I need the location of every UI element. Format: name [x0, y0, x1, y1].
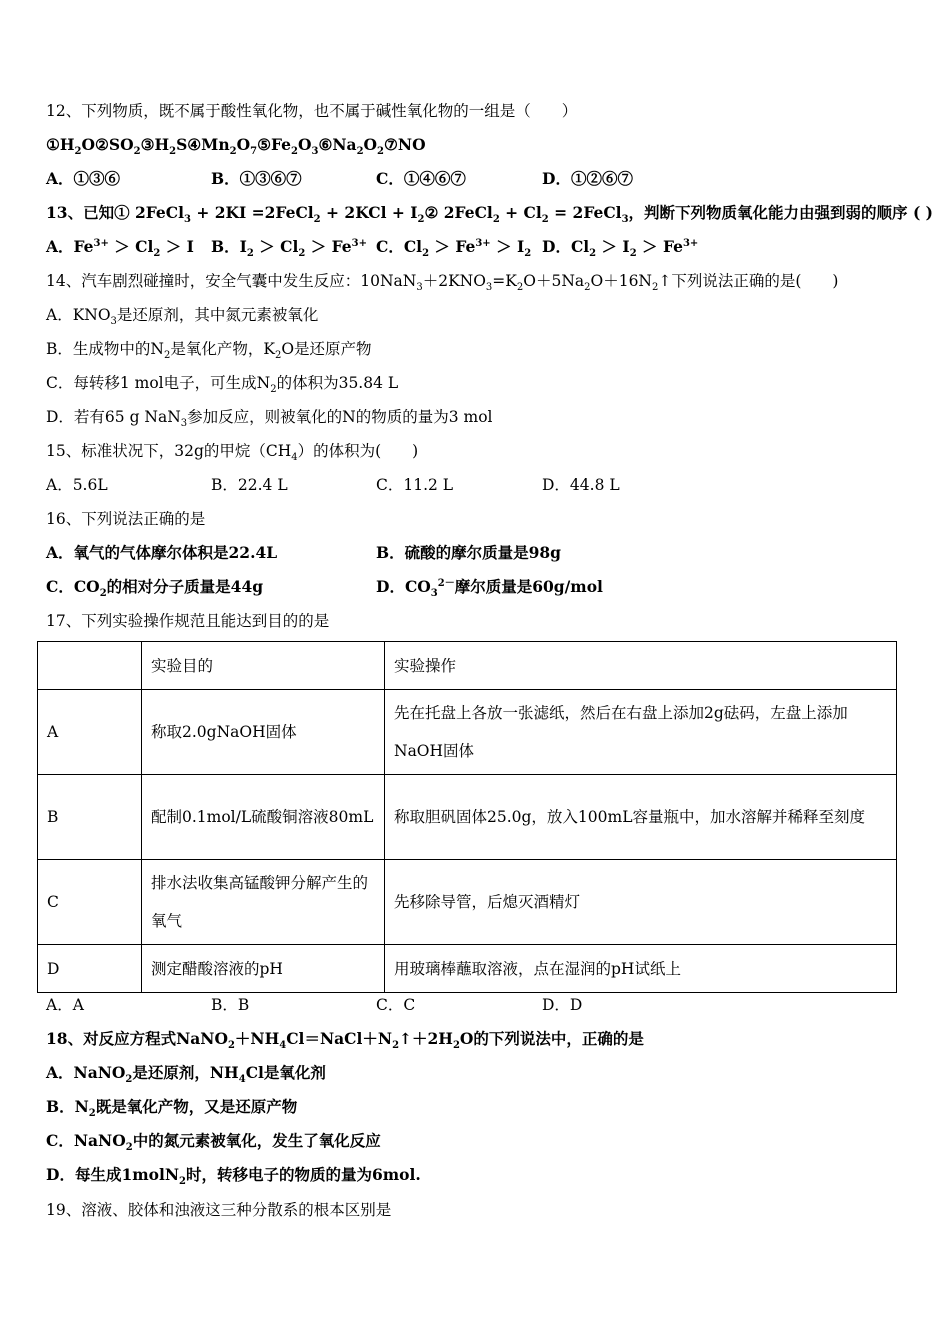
- header-cell-operation: 实验操作: [385, 642, 897, 690]
- q14-stem: 14、汽车剧烈碰撞时，安全气囊中发生反应：$10NaN_3+2KNO_3=K_2O+5Na_2O+16N_2↑$下列说法正确的是( ): [46, 272, 839, 294]
- q12-option-b[interactable]: B．①③⑥⑦: [211, 169, 302, 188]
- q18-option-d[interactable]: D．每生成1molN$_2$时，转移电子的物质的量为6mol.: [46, 1165, 421, 1188]
- q16-option-b[interactable]: B．硫酸的摩尔质量是98g: [376, 543, 562, 562]
- row-purpose: 称取2.0gNaOH固体: [142, 690, 385, 775]
- q15-option-a[interactable]: A．5.6L: [46, 476, 108, 494]
- q17-stem: 17、下列实验操作规范且能达到目的的是: [46, 612, 330, 630]
- q17-option-a[interactable]: A．A: [46, 996, 84, 1014]
- q12-option-c[interactable]: C．①④⑥⑦: [376, 169, 466, 188]
- q16-option-a[interactable]: A．氧气的气体摩尔体积是22.4L: [46, 543, 278, 562]
- q17-option-d[interactable]: D．D: [542, 996, 583, 1014]
- row-purpose: 配制0.1mol/L硫酸铜溶液80mL: [142, 775, 385, 860]
- row-label: A: [38, 690, 142, 775]
- table-row: [38, 860, 897, 945]
- row-purpose: 排水法收集高锰酸钾分解产生的氧气: [142, 860, 385, 945]
- q12-option-a[interactable]: A．①③⑥: [46, 169, 121, 188]
- q15-stem: 15、标准状况下，32g的甲烷$(CH_4)$的体积为( ): [46, 442, 419, 464]
- q18-stem: 18、对反应方程式$NaNO_2+NH_4Cl=NaCl+N_2↑+2H_2O$的下列说法中，正确的是: [46, 1029, 644, 1052]
- header-cell-purpose: 实验目的: [142, 642, 385, 690]
- q12-stem: 12、下列物质，既不属于酸性氧化物，也不属于碱性氧化物的一组是（ ）: [46, 102, 578, 120]
- row-operation: 用玻璃棒蘸取溶液，点在湿润的pH试纸上: [385, 945, 897, 993]
- q14-option-b[interactable]: B．生成物中的$N_2$是氧化产物，$K_2O$是还原产物: [46, 340, 372, 362]
- q15-option-d[interactable]: D．44.8 L: [542, 476, 620, 494]
- row-label: D: [38, 945, 142, 993]
- row-operation: 称取胆矾固体25.0g，放入100mL容量瓶中，加水溶解并稀释至刻度: [385, 775, 897, 860]
- q17-experiment-table: [37, 641, 897, 993]
- q13-option-c[interactable]: C．$Cl_2 > Fe^{3+} > I_2$: [376, 237, 532, 260]
- q19-stem: 19、溶液、胶体和浊液这三种分散系的根本区别是: [46, 1201, 392, 1219]
- table-row: [38, 690, 897, 775]
- q16-stem: 16、下列说法正确的是: [46, 510, 206, 528]
- row-label: B: [38, 775, 142, 860]
- q18-option-c[interactable]: C．NaNO$_2$中的氮元素被氧化，发生了氧化反应: [46, 1131, 381, 1154]
- q15-option-c[interactable]: C．11.2 L: [376, 476, 454, 494]
- row-operation: 先在托盘上各放一张滤纸，然后在右盘上添加2g砝码，左盘上添加NaOH固体: [385, 690, 897, 775]
- row-operation: 先移除导管，后熄灭酒精灯: [385, 860, 897, 945]
- table-header-row: [38, 642, 897, 690]
- table-row: [38, 775, 897, 860]
- q14-option-a[interactable]: A．$KNO_3$是还原剂，其中氮元素被氧化: [46, 306, 319, 328]
- q16-option-c[interactable]: C．$CO_2$的相对分子质量是44g: [46, 577, 264, 600]
- table-row: [38, 945, 897, 993]
- q17-option-c[interactable]: C．C: [376, 996, 416, 1014]
- q14-option-d[interactable]: D．若有65 g NaN$_3$参加反应，则被氧化的N的物质的量为3 mol: [46, 408, 493, 430]
- q13-option-b[interactable]: B．$I_2 > Cl_2 > Fe^{3+}$: [211, 237, 367, 260]
- q15-option-b[interactable]: B．22.4 L: [211, 476, 288, 494]
- row-purpose: 测定醋酸溶液的pH: [142, 945, 385, 993]
- q16-option-d[interactable]: D．$CO_3^{2-}$摩尔质量是60g/mol: [376, 577, 603, 600]
- q14-option-c[interactable]: C．每转移1 mol电子，可生成$N_2$的体积为35.84 L: [46, 374, 399, 396]
- row-label: C: [38, 860, 142, 945]
- q13-stem: 13、已知① 2FeCl$_3$ + 2KI =2FeCl$_2$ + $2KCl + I_2②$ 2FeCl$_2$ + $Cl_2$ = 2FeCl$_3$，判断下列物质氧化能力由强到弱的顺序 ( ): [46, 203, 934, 226]
- q17-option-b[interactable]: B．B: [211, 996, 250, 1014]
- q12-substance-list: $①H_2O②SO_2③H_2S④Mn_2O_7⑤Fe_2O_3⑥Na_2O_2⑦NO$: [46, 135, 426, 158]
- q12-option-d[interactable]: D．①②⑥⑦: [542, 169, 633, 188]
- header-cell-blank: [38, 642, 142, 690]
- q18-option-a[interactable]: A．NaNO$_2$是还原剂，$NH_4Cl$是氧化剂: [46, 1063, 326, 1086]
- q13-option-d[interactable]: D．$Cl_2 > I_2 > Fe^{3+}$: [542, 237, 699, 260]
- q18-option-b[interactable]: B．$N_2$既是氧化产物，又是还原产物: [46, 1097, 298, 1120]
- q13-option-a[interactable]: A．$Fe^{3+} > Cl_2 > I$: [46, 237, 194, 260]
